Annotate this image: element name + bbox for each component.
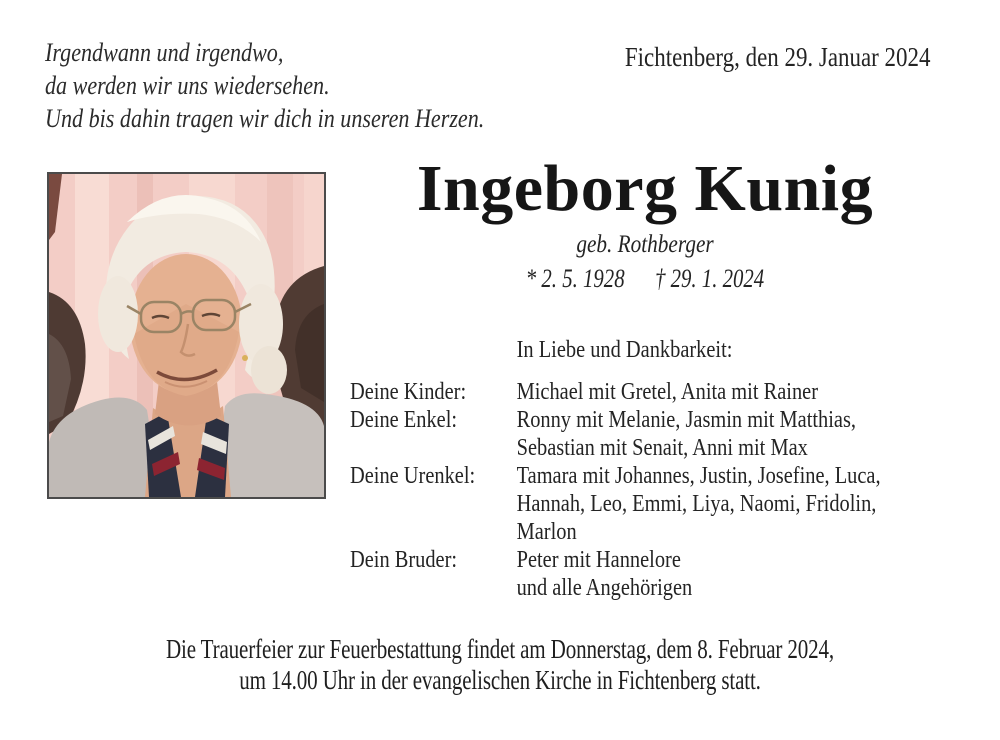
deceased-name: Ingeborg Kunig [416,152,874,225]
memorial-verse [45,36,484,135]
tribute-intro: In Liebe und Dankbarkeit: [516,337,733,363]
memorial-verse-line: Und bis dahin tragen wir dich in unseren Herzen. [45,104,485,133]
portrait-photo-illustration [49,174,324,497]
family-row-label: Deine Urenkel: [350,463,476,489]
family-row-values [517,462,881,546]
family-row-values [517,546,693,602]
family-row [350,546,881,602]
family-row-value-line: und alle Angehörigen [516,575,693,601]
funeral-notice [0,634,1000,696]
family-row [350,406,881,462]
family-row-value-line: Hannah, Leo, Emmi, Liya, Naomi, Fridolin, [516,491,877,517]
birth-date: * 2. 5. 1928 [525,264,625,294]
maiden-name: geb. Rothberger [576,231,714,259]
family-row-value-line: Marlon [516,519,577,545]
memorial-verse-line: Irgendwann und irgendwo, [45,38,284,67]
family-row-value-line: Peter mit Hannelore [516,547,681,573]
memorial-verse-line: da werden wir uns wiedersehen. [45,71,330,100]
family-row-value-line: Tamara mit Johannes, Justin, Josefine, Luca, [516,463,881,489]
family-row-label: Deine Kinder: [350,379,467,405]
family-row [350,462,881,546]
family-row-value-line: Michael mit Gretel, Anita mit Rainer [516,379,818,405]
family-row-label: Dein Bruder: [350,547,458,573]
dateline: Fichtenberg, den 29. Januar 2024 [624,42,930,72]
family-tribute [350,336,881,602]
family-row-label: Deine Enkel: [350,407,458,433]
death-date: † 29. 1. 2024 [655,264,765,294]
portrait-photo [47,172,326,499]
family-row-values [517,406,856,462]
family-row-value-line: Ronny mit Melanie, Jasmin mit Matthias, [516,407,857,433]
funeral-notice-line: um 14.00 Uhr in der evangelischen Kirche in Fichtenberg statt. [239,665,761,695]
family-row-values [517,378,818,406]
name-block [320,154,970,294]
funeral-notice-line: Die Trauerfeier zur Feuerbestattung findet am Donnerstag, dem 8. Februar 2024, [166,634,834,664]
family-row [350,378,881,406]
life-dates [385,264,905,294]
family-row-value-line: Sebastian mit Senait, Anni mit Max [516,435,808,461]
